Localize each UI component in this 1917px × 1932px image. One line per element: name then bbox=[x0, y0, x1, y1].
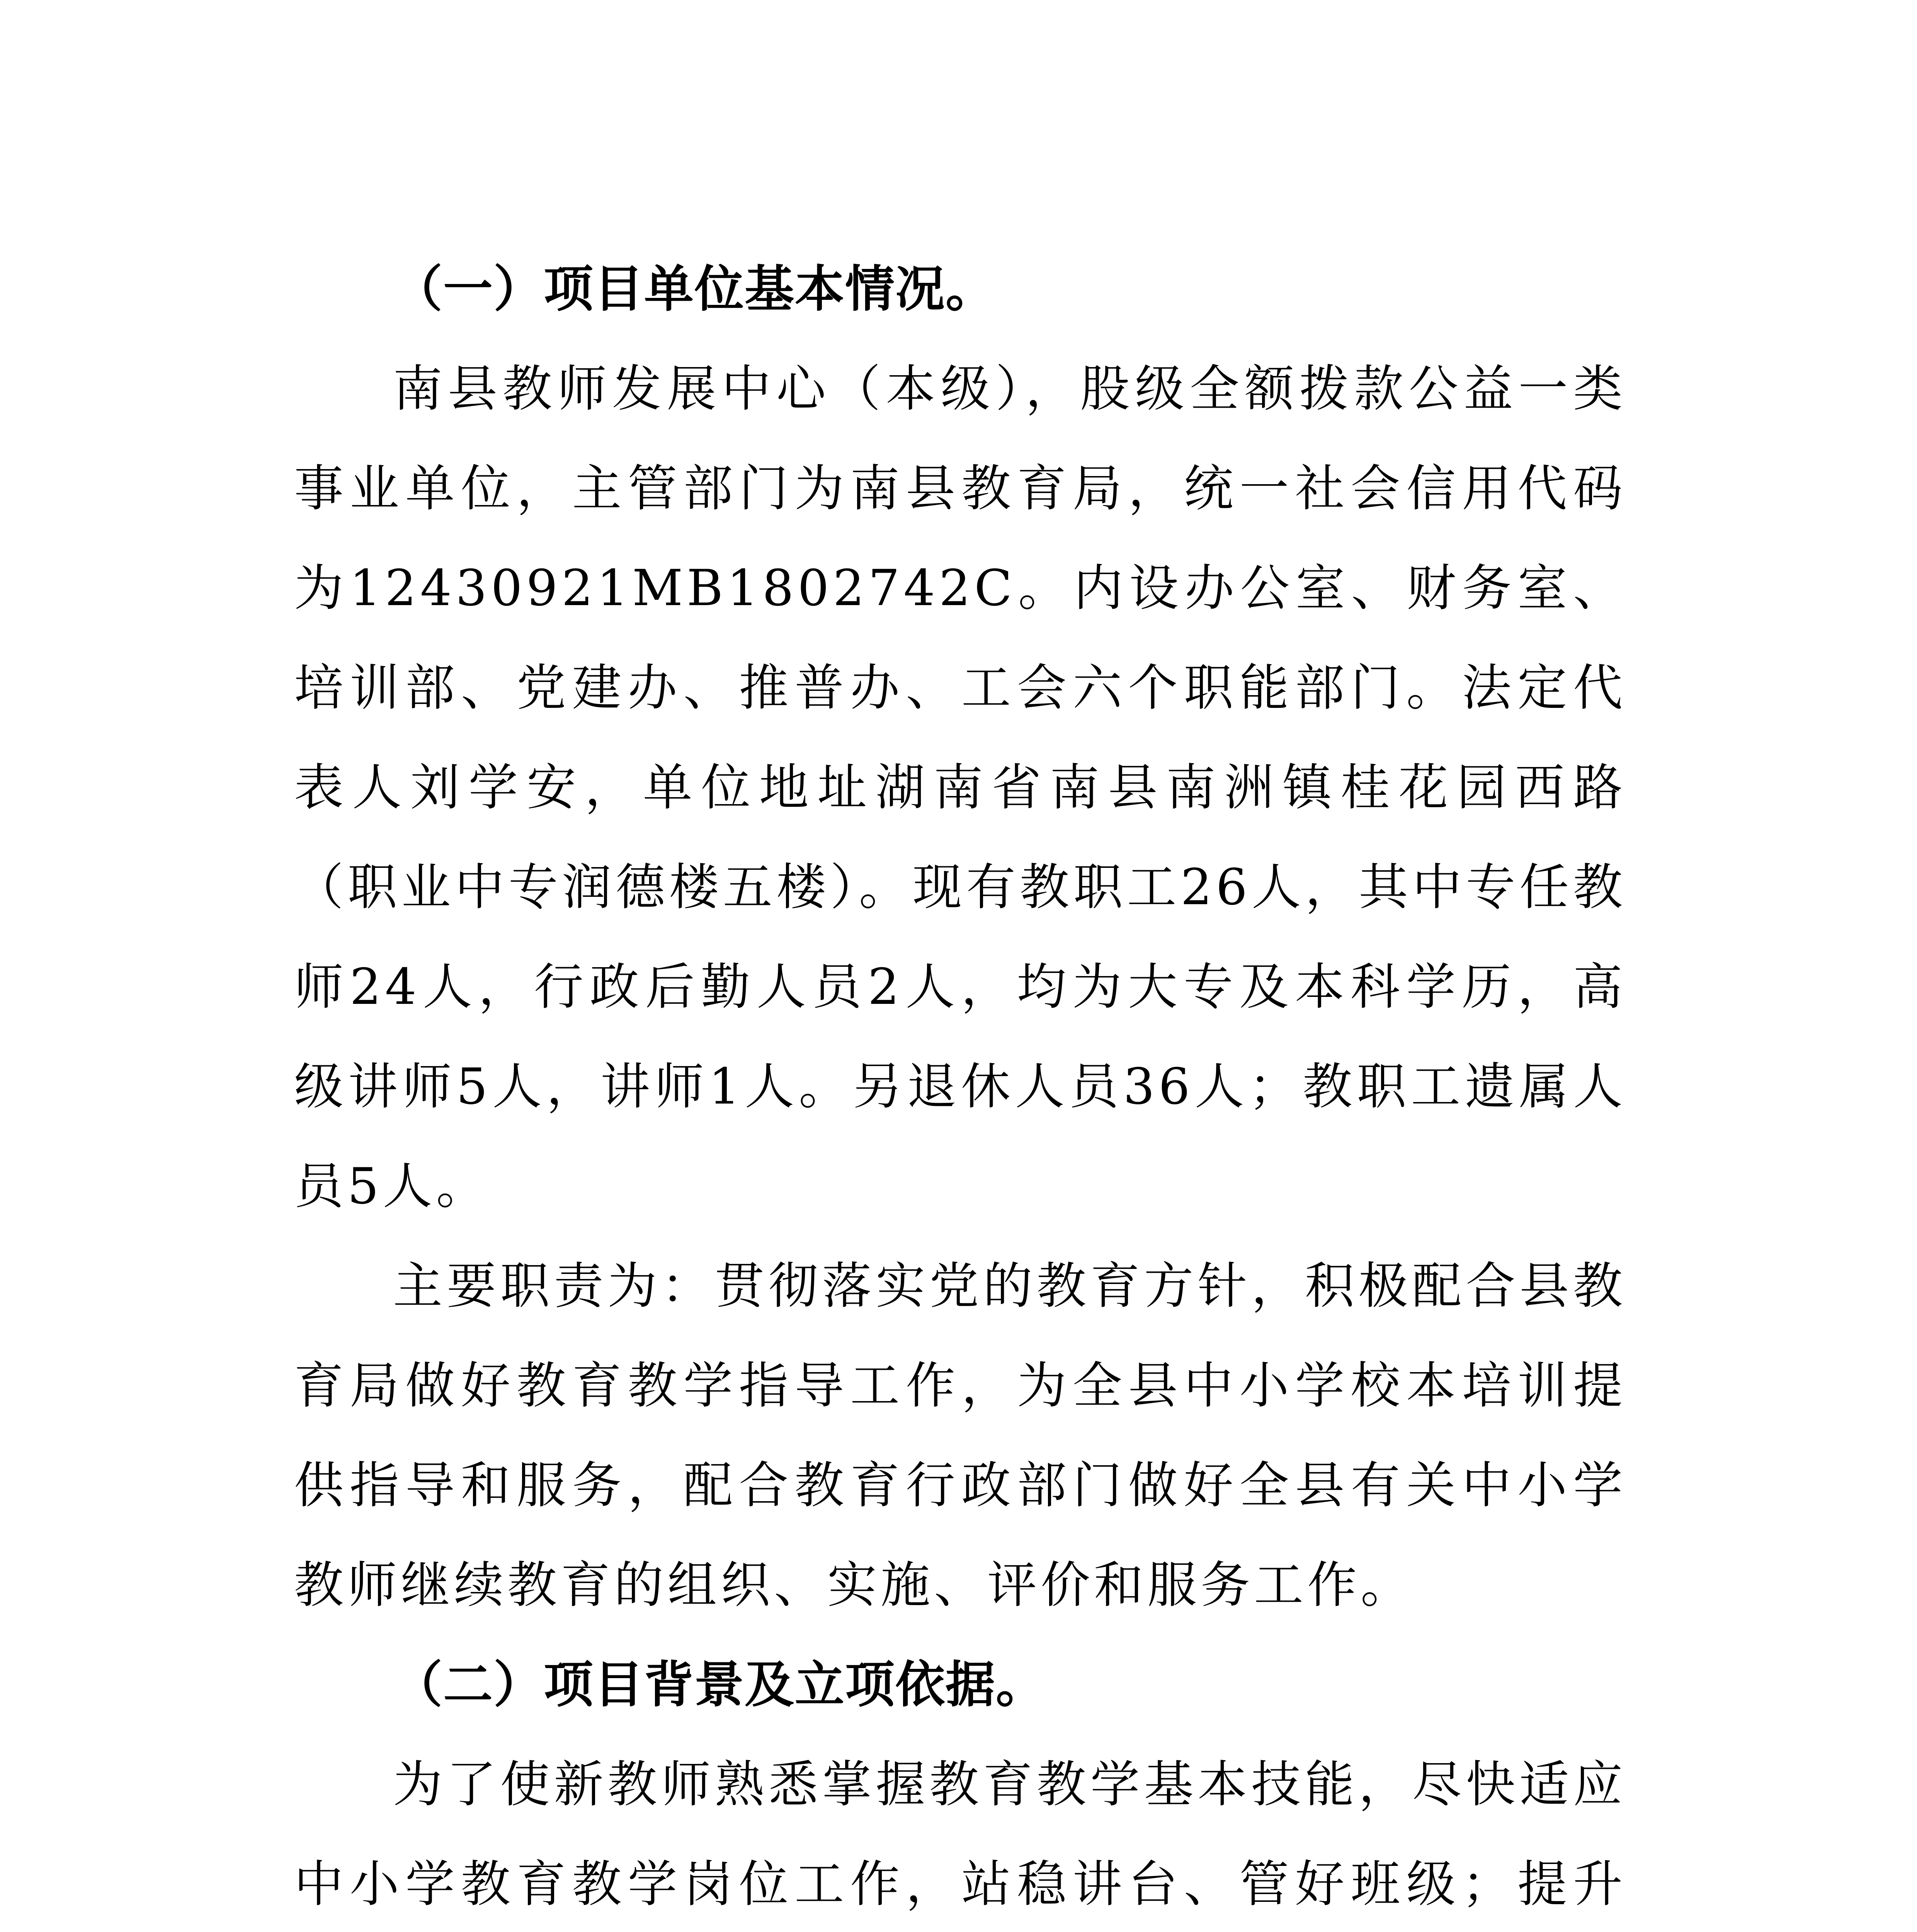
section-heading-basic-info: （一）项目单位基本情况。 bbox=[393, 260, 996, 318]
paragraph-project-background: 为了使新教师熟悉掌握教育教学基本技能，尽快适应中小学教育教学岗位工作，站稳讲台、管好班级；提升 bbox=[294, 1756, 1626, 1913]
page-body bbox=[294, 240, 1626, 1932]
section-heading-background: （二）项目背景及立项依据。 bbox=[393, 1656, 1046, 1714]
paragraph-main-duties: 主要职责为：贯彻落实党的教育方针，积极配合县教育局做好教育教学指导工作，为全县中小学校本培训提供指导和服务，配合教育行政部门做好全县有关中小学教师继续教育的组织、实施、评价和服务工作。 bbox=[294, 1257, 1626, 1614]
paragraph-unit-overview: 南县教师发展中心（本级），股级全额拨款公益一类事业单位，主管部门为南县教育局，统一社会信用代码为12430921MB1802742C。内设办公室、财务室、培训部、党建办、推普办、工会六个职能部门。法定代表人刘学安，单位地址湖南省南县南洲镇桂花园西路（职业中专润德楼五楼）。现有教职工26人，其中专任教师24人，行政后勤人员2人，均为大专及本科学历，高级讲师5人，讲师1人。另退休人员36人；教职工遗属人员5人。 bbox=[294, 360, 1627, 1215]
